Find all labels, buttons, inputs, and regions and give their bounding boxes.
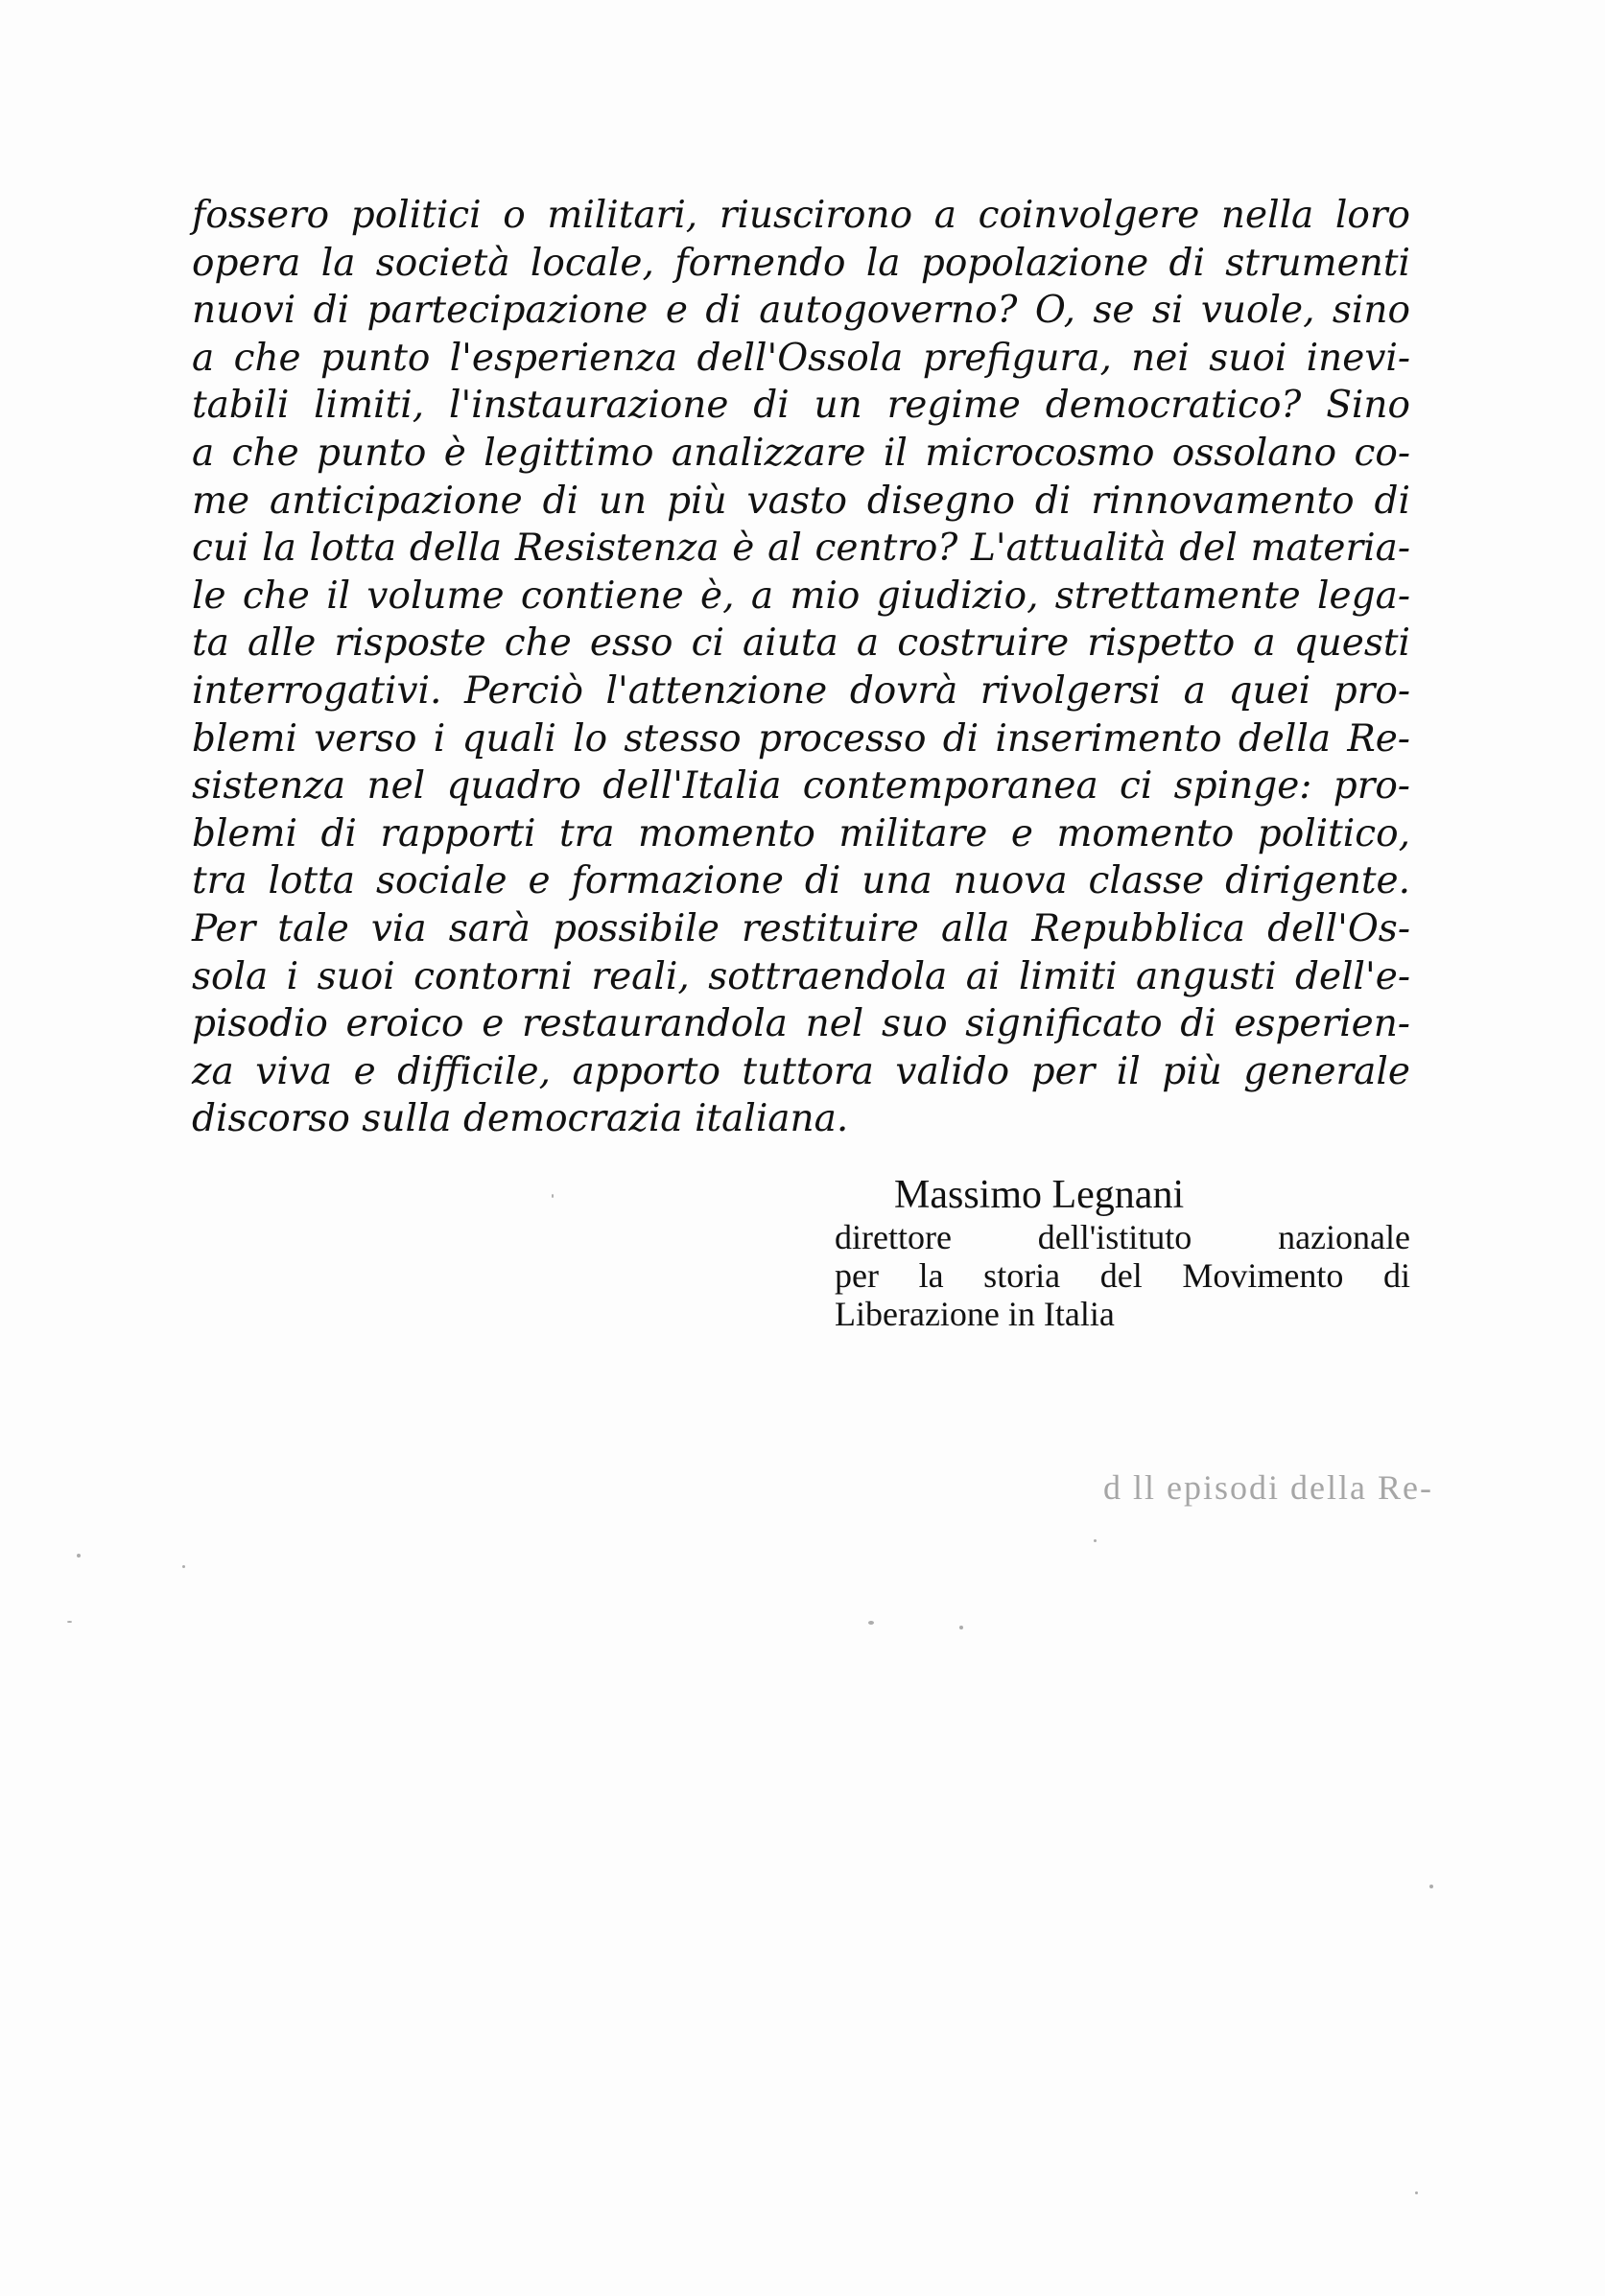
body-line: Per tale via sarà possibile restituire alla Repubblica dell'Os-	[192, 906, 1410, 950]
scan-speck	[77, 1554, 81, 1558]
author-name: Massimo Legnani	[894, 1173, 1185, 1217]
scan-speck	[552, 1194, 554, 1198]
author-role-line: per la storia del Movimento di	[835, 1256, 1410, 1295]
body-line: discorso sulla democrazia italiana.	[192, 1097, 849, 1141]
body-line: za viva e difficile, apporto tuttora valido per il più generale	[192, 1049, 1410, 1093]
body-line: sola i suoi contorni reali, sottraendola ai limiti angusti dell'e-	[192, 954, 1410, 998]
body-line: tabili limiti, l'instaurazione di un regime democratico? Sino	[192, 384, 1410, 428]
scan-speck	[1415, 2191, 1418, 2194]
body-line: a che punto l'esperienza dell'Ossola prefigura, nei suoi inevi-	[192, 336, 1410, 380]
body-line: tra lotta sociale e formazione di una nuova classe dirigente.	[192, 859, 1410, 903]
author-role-line: Liberazione in Italia	[835, 1295, 1115, 1333]
body-line: blemi verso i quali lo stesso processo di inserimento della Re-	[192, 716, 1410, 761]
signature-block	[835, 1172, 1410, 1333]
body-line: cui la lotta della Resistenza è al centro? L'attualità del materia-	[192, 527, 1410, 571]
body-line: ta alle risposte che esso ci aiuta a costruire rispetto a questi	[192, 621, 1410, 666]
body-paragraph	[192, 192, 1410, 1143]
author-role-line: direttore dell'istituto nazionale	[835, 1218, 1410, 1256]
scan-speck	[67, 1621, 72, 1623]
body-line: nuovi di partecipazione e di autogoverno? O, se si vuole, sino	[192, 289, 1410, 333]
body-line: me anticipazione di un più vasto disegno di rinnovamento di	[192, 479, 1410, 523]
body-line: a che punto è legittimo analizzare il microcosmo ossolano co-	[192, 431, 1410, 475]
body-line: le che il volume contiene è, a mio giudizio, strettamente lega-	[192, 574, 1410, 618]
body-line: blemi di rapporti tra momento militare e momento politico,	[192, 811, 1410, 855]
scan-speck	[1094, 1539, 1097, 1542]
scan-speck	[868, 1621, 874, 1625]
bleed-through-text: d ll episodi della Re-	[1103, 1468, 1433, 1507]
body-line: opera la società locale, fornendo la popolazione di strumenti	[192, 241, 1410, 285]
author-role	[835, 1218, 1410, 1333]
body-line: sistenza nel quadro dell'Italia contemporanea ci spinge: pro-	[192, 764, 1410, 808]
body-line: interrogativi. Perciò l'attenzione dovrà rivolgersi a quei pro-	[192, 668, 1410, 713]
scan-speck	[1429, 1885, 1433, 1888]
body-line: pisodio eroico e restaurandola nel suo significato di esperien-	[192, 1002, 1410, 1046]
scan-speck	[182, 1565, 185, 1568]
body-line: fossero politici o militari, riuscirono a coinvolgere nella loro	[192, 194, 1410, 237]
scan-speck	[959, 1626, 963, 1629]
